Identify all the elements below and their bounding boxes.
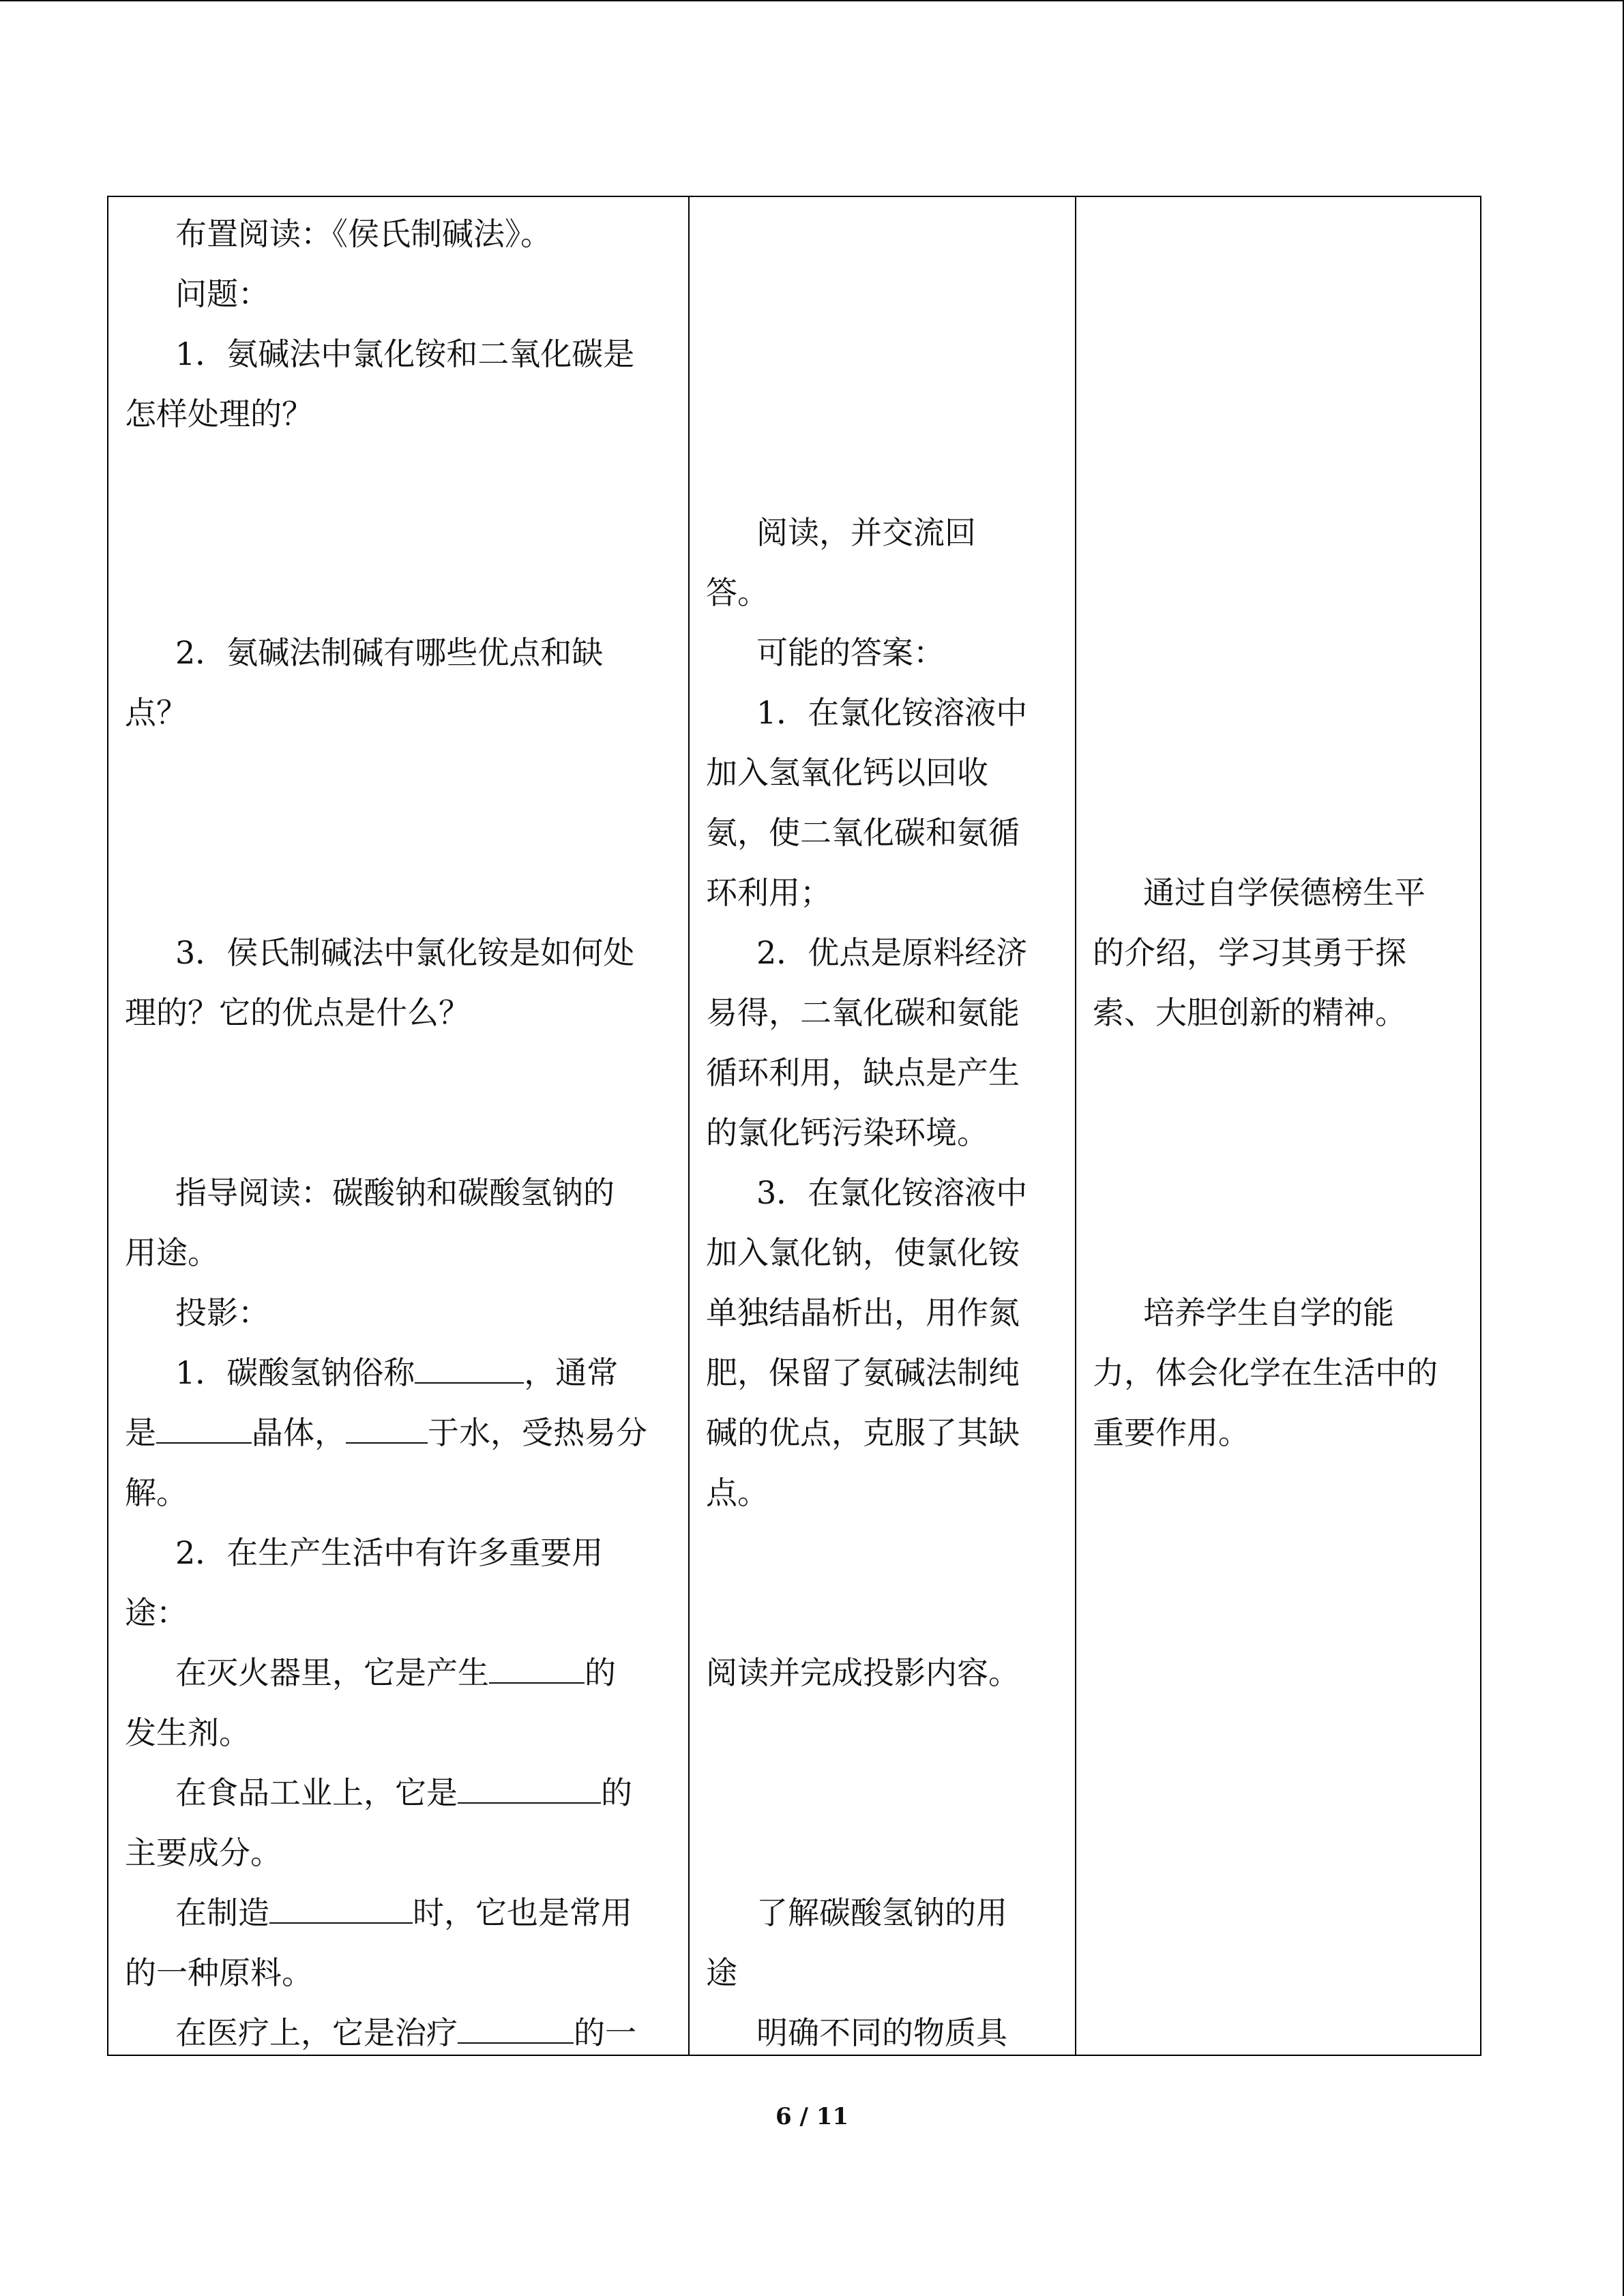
text-segment: 于水，受热易分 <box>428 1414 647 1451</box>
text-segment: 晶体， <box>252 1414 346 1451</box>
student-activity-cell <box>690 197 1075 2055</box>
fill-blank-line <box>175 1352 618 1393</box>
text-line: 索、大胆创新的精神。 <box>1093 994 1406 1031</box>
fill-blank-line <box>175 2012 636 2053</box>
text-segment: 时，它也是常用 <box>413 1894 632 1931</box>
text-line: 循环利用，缺点是产生 <box>706 1054 1020 1091</box>
text-line: 阅读，并交流回 <box>756 514 976 551</box>
text-line: 重要作用。 <box>1093 1414 1250 1451</box>
text-line: 加入氢氧化钙以回收 <box>706 754 988 791</box>
text-line: 指导阅读：碳酸钠和碳酸氢钠的 <box>175 1174 615 1211</box>
text-segment: 1．碳酸氢钠俗称 <box>175 1354 415 1391</box>
text-line: 2．在生产生活中有许多重要用 <box>175 1534 604 1571</box>
text-line: 氨，使二氧化碳和氨循 <box>706 814 1020 851</box>
text-segment: 在食品工业上，它是 <box>175 1774 458 1811</box>
text-line: 途： <box>125 1594 188 1631</box>
text-line: 2．氨碱法制碱有哪些优点和缺 <box>175 634 604 671</box>
text-segment: 是 <box>125 1414 156 1451</box>
answer-blank[interactable] <box>156 1412 252 1444</box>
text-line: 3．在氯化铵溶液中 <box>756 1174 1028 1211</box>
text-line: 易得，二氧化碳和氨能 <box>706 994 1020 1031</box>
answer-blank[interactable] <box>458 1772 601 1804</box>
text-line: 阅读并完成投影内容。 <box>706 1654 1020 1691</box>
text-line: 发生剂。 <box>125 1714 250 1751</box>
text-line: 环利用； <box>706 874 831 911</box>
text-line: 培养学生自学的能 <box>1143 1294 1394 1331</box>
text-line: 3．侯氏制碱法中氯化铵是如何处 <box>175 934 635 971</box>
text-line: 解。 <box>125 1474 188 1511</box>
text-segment: 在灭火器里，它是产生 <box>175 1654 489 1691</box>
text-line: 的氯化钙污染环境。 <box>706 1114 988 1151</box>
text-line: 布置阅读：《侯氏制碱法》。 <box>175 215 552 252</box>
text-line: 肥，保留了氨碱法制纯 <box>706 1354 1020 1391</box>
answer-blank[interactable] <box>415 1352 524 1384</box>
text-line: 怎样处理的？ <box>125 396 313 432</box>
text-line: 通过自学侯德榜生平 <box>1143 874 1426 911</box>
text-line: 问题： <box>175 275 269 312</box>
text-line: 1．在氯化铵溶液中 <box>756 694 1028 731</box>
text-line: 可能的答案： <box>756 634 945 671</box>
text-line: 的介绍，学习其勇于探 <box>1093 934 1406 971</box>
text-line: 单独结晶析出，用作氮 <box>706 1294 1020 1331</box>
text-line: 途 <box>706 1954 737 1991</box>
teacher-activity-cell <box>108 197 688 2055</box>
text-line: 答。 <box>706 574 769 611</box>
text-segment: 的 <box>585 1654 616 1691</box>
text-line: 了解碳酸氢钠的用 <box>756 1894 1007 1931</box>
text-line: 碱的优点，克服了其缺 <box>706 1414 1020 1451</box>
page-top-edge <box>0 0 1624 1</box>
text-line: 投影： <box>175 1294 269 1331</box>
text-segment: 的一 <box>574 2014 636 2051</box>
text-line: 力，体会化学在生活中的 <box>1093 1354 1438 1391</box>
text-segment: 在制造 <box>175 1894 269 1931</box>
fill-blank-line <box>175 1772 632 1813</box>
text-line: 用途。 <box>125 1234 219 1271</box>
text-line: 主要成分。 <box>125 1834 282 1871</box>
fill-blank-line <box>125 1412 647 1453</box>
text-segment: 的 <box>601 1774 632 1811</box>
text-line: 点。 <box>706 1474 769 1511</box>
fill-blank-line <box>175 1652 616 1693</box>
answer-blank[interactable] <box>489 1652 585 1684</box>
text-line: 的一种原料。 <box>125 1954 313 1991</box>
text-line: 明确不同的物质具 <box>756 2014 1007 2051</box>
text-segment: ，通常 <box>524 1354 619 1391</box>
text-line: 1．氨碱法中氯化铵和二氧化碳是 <box>175 336 635 372</box>
answer-blank[interactable] <box>458 2012 574 2044</box>
design-intent-cell <box>1076 197 1481 2055</box>
text-segment: 在医疗上，它是治疗 <box>175 2014 458 2051</box>
text-line: 点？ <box>125 694 188 731</box>
lesson-table <box>107 196 1481 2056</box>
answer-blank[interactable] <box>269 1892 413 1924</box>
page-number: 6 / 11 <box>775 2103 849 2130</box>
text-line: 2．优点是原料经济 <box>756 934 1028 971</box>
answer-blank[interactable] <box>346 1412 428 1444</box>
text-line: 加入氯化钠，使氯化铵 <box>706 1234 1020 1271</box>
text-line: 理的？它的优点是什么？ <box>125 994 470 1031</box>
fill-blank-line <box>175 1892 632 1933</box>
